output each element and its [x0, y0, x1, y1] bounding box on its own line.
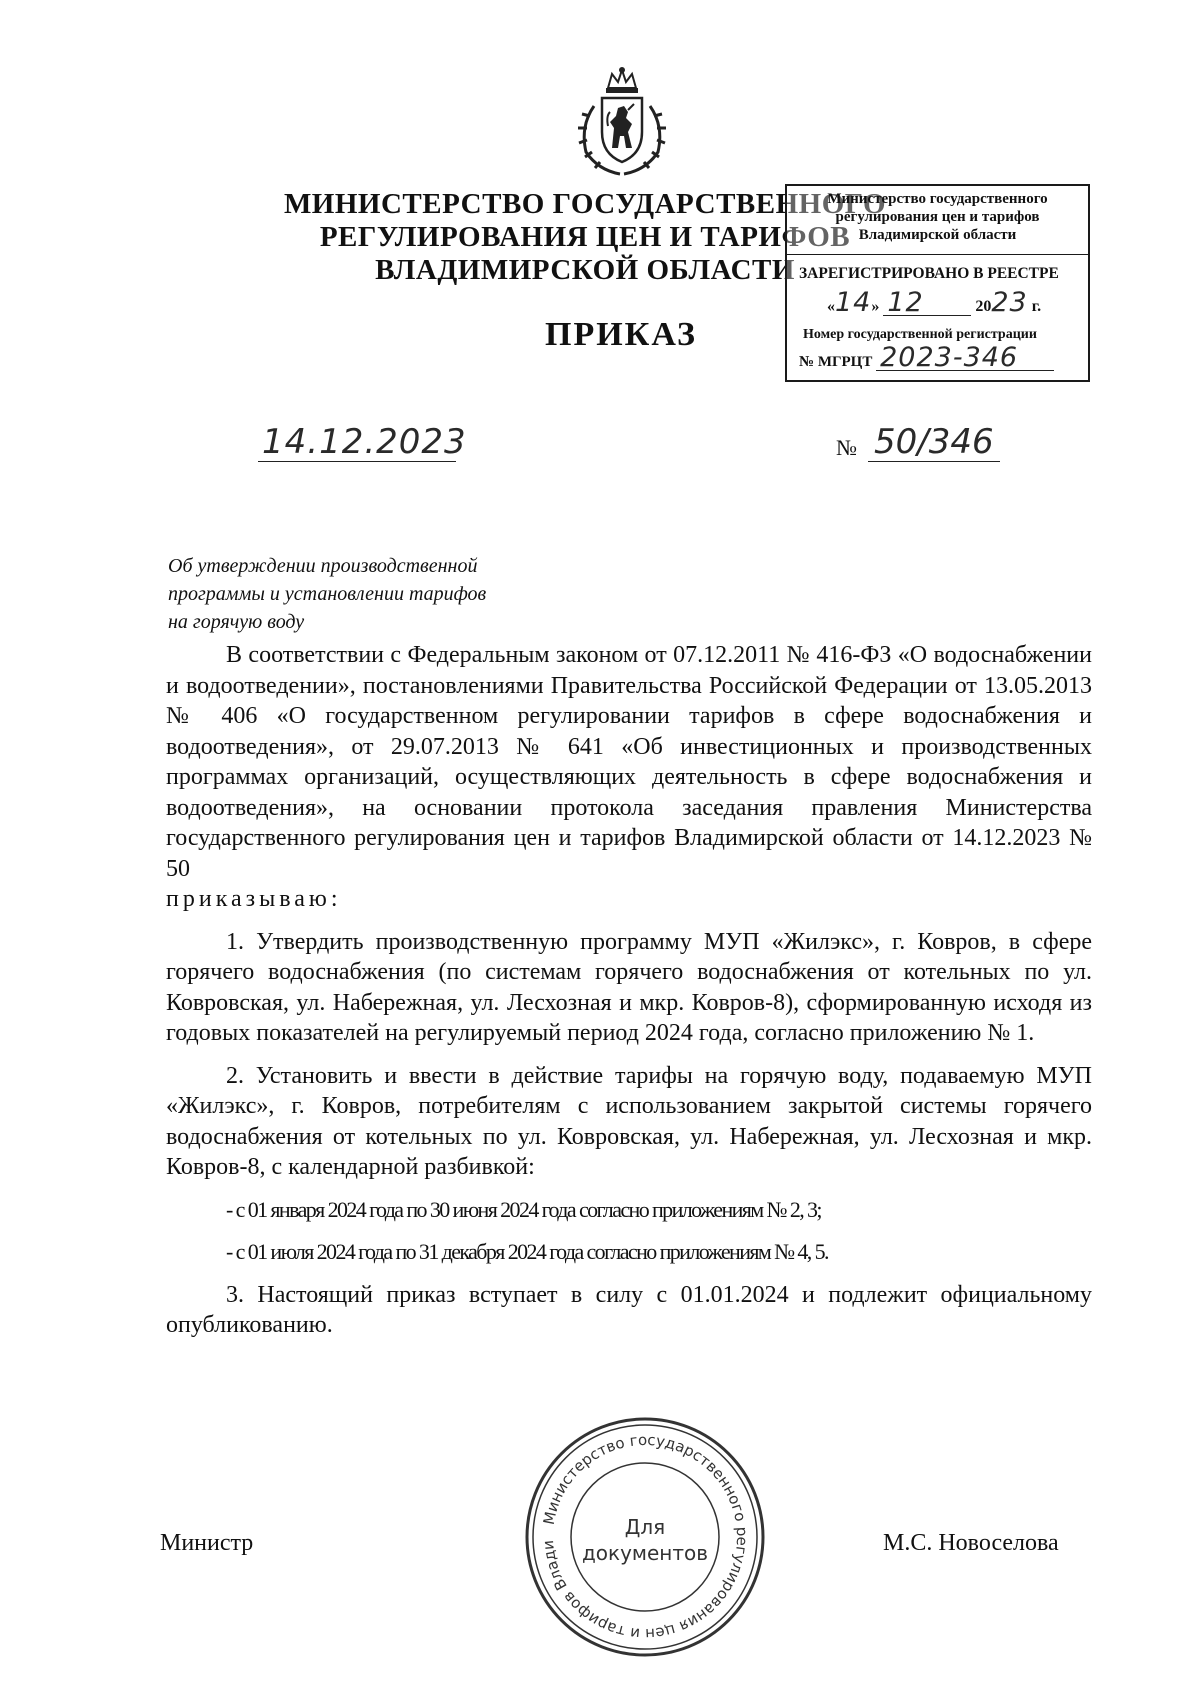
stamp-registered-label: ЗАРЕГИСТРИРОВАНО В РЕЕСТРЕ	[799, 265, 1059, 282]
order-item-2: 2. Установить и ввести в действие тарифы на горячую воду, подаваемую МУП «Жилэкс», г. Ковров, потребителям с использованием закрытой системы горячего водоснабжения от котельных по ул. Ковровская, ул. Набережная, ул. Лесхозная и мкр. Ковров-8, с календарной разбивкой:	[166, 1062, 1092, 1180]
stamp-year-unit: г.	[1031, 298, 1042, 315]
ministry-line-3: ВЛАДИМИРСКОЙ ОБЛАСТИ	[375, 254, 795, 286]
seal-ring-text: Министерство государственного регулирования цен и тарифов Влади	[538, 1430, 752, 1644]
seal-center-line-2: документов	[581, 1541, 709, 1565]
seal-center-line-1: Для	[624, 1515, 666, 1539]
order-word: приказываю:	[166, 886, 342, 912]
document-date-value: 14.12.2023	[258, 423, 456, 462]
stamp-reg-prefix: № МГРЦТ	[799, 354, 873, 370]
document-number-sign: №	[836, 435, 857, 460]
stamp-org-line-3: Владимирской области	[858, 227, 1017, 243]
document-number-value: 50/346	[868, 423, 1000, 462]
stamp-year-suffix: 23	[991, 287, 1028, 318]
preamble-paragraph: В соответствии с Федеральным законом от 07.12.2011 № 416-ФЗ «О водоснабжении и водоотведении», постановлениями Правительства Российской Федерации от 13.05.2013 № 406 «О государственном регулировании тарифов в сфере водоснабжения и водоотведения», от 29.07.2013 № 641 «Об инвестиционных и производственных программах организаций, осуществляющих деятельность в сфере водоснабжения и водоотведения», на основании протокола заседания правления Министерства государственного регулирования цен и тарифов Владимирской области от 14.12.2023 № 50	[166, 642, 1092, 882]
ministry-line-2: РЕГУЛИРОВАНИЯ ЦЕН И ТАРИФОВ	[319, 221, 851, 253]
document-subject	[168, 552, 486, 636]
subject-line-3: на горячую воду	[168, 611, 305, 633]
registration-stamp	[785, 184, 1090, 382]
stamp-org-line-2: регулирования цен и тарифов	[835, 209, 1040, 225]
order-item-3: 3. Настоящий приказ вступает в силу с 01.01.2024 и подлежит официальному опубликованию.	[166, 1281, 1092, 1338]
signatory-position: Министр	[160, 1530, 254, 1556]
stamp-year-prefix: 20	[975, 298, 992, 315]
stamp-reg-number-label: Номер государственной регистрации	[803, 327, 1037, 342]
page-title: ПРИКАЗ	[545, 316, 697, 353]
coat-of-arms-icon	[572, 66, 672, 178]
stamp-reg-number: 2023-346	[876, 346, 1054, 371]
stamp-month: 12	[883, 291, 971, 316]
order-subitem-1: - с 01 января 2024 года по 30 июня 2024 года согласно приложениям № 2, 3;	[226, 1196, 821, 1222]
stamp-quote-close: »	[871, 298, 880, 315]
signatory-name: М.С. Новоселова	[883, 1530, 1059, 1556]
stamp-organization	[787, 186, 1088, 244]
ministry-line-1: МИНИСТЕРСТВО ГОСУДАРСТВЕННОГО	[283, 188, 887, 220]
order-subitem-2: - с 01 июля 2024 года по 31 декабря 2024 года согласно приложениям № 4, 5.	[226, 1239, 828, 1264]
stamp-quote-open: «	[827, 298, 835, 315]
stamp-registration-date	[787, 283, 1088, 316]
official-seal	[520, 1412, 770, 1662]
stamp-org-line-1: Министерство государственного	[827, 191, 1048, 207]
stamp-day: 14	[835, 287, 872, 318]
document-body	[166, 640, 1092, 1341]
document-number	[868, 422, 1000, 462]
subject-line-2: программы и установлении тарифов	[168, 583, 487, 605]
order-item-1: 1. Утвердить производственную программу МУП «Жилэкс», г. Ковров, в сфере горячего водоснабжения (по системам горячего водоснабжения от котельных по ул. Ковровская, ул. Набережная, ул. Лесхозная и мкр. Ковров-8), сформированную исходя из годовых показателей на регулируемый период 2024 года, согласно приложению № 1.	[166, 928, 1092, 1046]
document-date	[258, 422, 467, 462]
subject-line-1: Об утверждении производственной	[168, 555, 478, 577]
stamp-reg-number-row	[787, 344, 1088, 371]
